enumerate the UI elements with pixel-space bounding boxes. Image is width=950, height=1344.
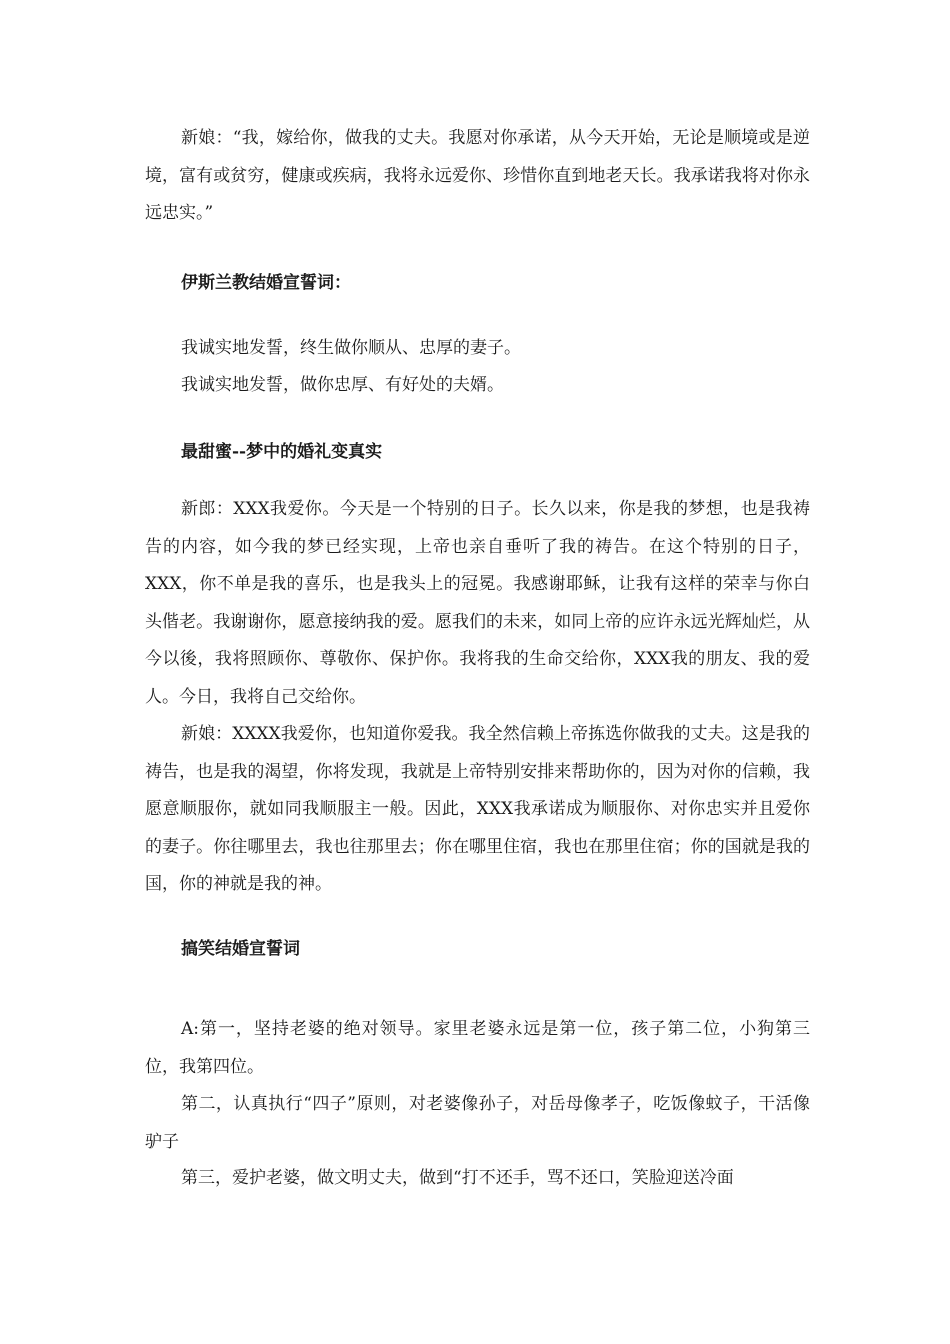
islam-vow-heading: 伊斯兰教结婚宣誓词： [181,273,351,293]
funny-vow-heading: 搞笑结婚宣誓词 [181,939,300,959]
sweetest-vow-heading: 最甜蜜--梦中的婚礼变真实 [181,442,383,462]
groom-vow-paragraph: 新郎：XXX我爱你。今天是一个特别的日子。长久以来，你是我的梦想，也是我祷告的内容，如今我的梦已经实现，上帝也亲自垂听了我的祷告。在这个特别的日子，XXX，你不单是我的喜乐，也是我头上的冠冕。我感谢耶稣，让我有这样的荣幸与你白头偕老。我谢谢你，愿意接纳我的爱。愿我们的未来，如同上帝的应许永远光辉灿烂，从今以後，我将照顾你、尊敬你、保护你。我将我的生命交给你，XXX我的朋友、我的爱人。今日，我将自己交给你。 [145,499,810,707]
bride-vow-paragraph: 新娘：“我，嫁给你，做我的丈夫。我愿对你承诺，从今天开始，无论是顺境或是逆境，富有或贫穷，健康或疾病，我将永远爱你、珍惜你直到地老天长。我承诺我将对你永远忠实。” [145,128,810,223]
funny-vow-item-3: 第三，爱护老婆，做文明丈夫，做到“打不还手，骂不还口，笑脸迎送冷面 [181,1168,734,1188]
islam-vow-line-1: 我诚实地发誓，终生做你顺从、忠厚的妻子。 [181,338,521,358]
islam-vow-line-2: 我诚实地发誓，做你忠厚、有好处的夫婿。 [181,375,504,395]
bride-vow-paragraph-2: 新娘：XXXX我爱你，也知道你爱我。我全然信赖上帝拣选你做我的丈夫。这是我的祷告，也是我的渴望，你将发现，我就是上帝特别安排来帮助你的，因为对你的信赖，我愿意顺服你，就如同我顺服主一般。因此，XXX我承诺成为顺服你、对你忠实并且爱你的妻子。你往哪里去，我也往那里去；你在哪里住宿，我也在那里住宿；你的国就是我的国，你的神就是我的神。 [145,724,810,894]
funny-vow-item-2: 第二，认真执行“四子”原则，对老婆像孙子，对岳母像孝子，吃饭像蚊子，干活像驴子 [145,1094,810,1152]
funny-vow-item-1: A:第一，坚持老婆的绝对领导。家里老婆永远是第一位，孩子第二位，小狗第三位，我第四位。 [145,1019,810,1077]
